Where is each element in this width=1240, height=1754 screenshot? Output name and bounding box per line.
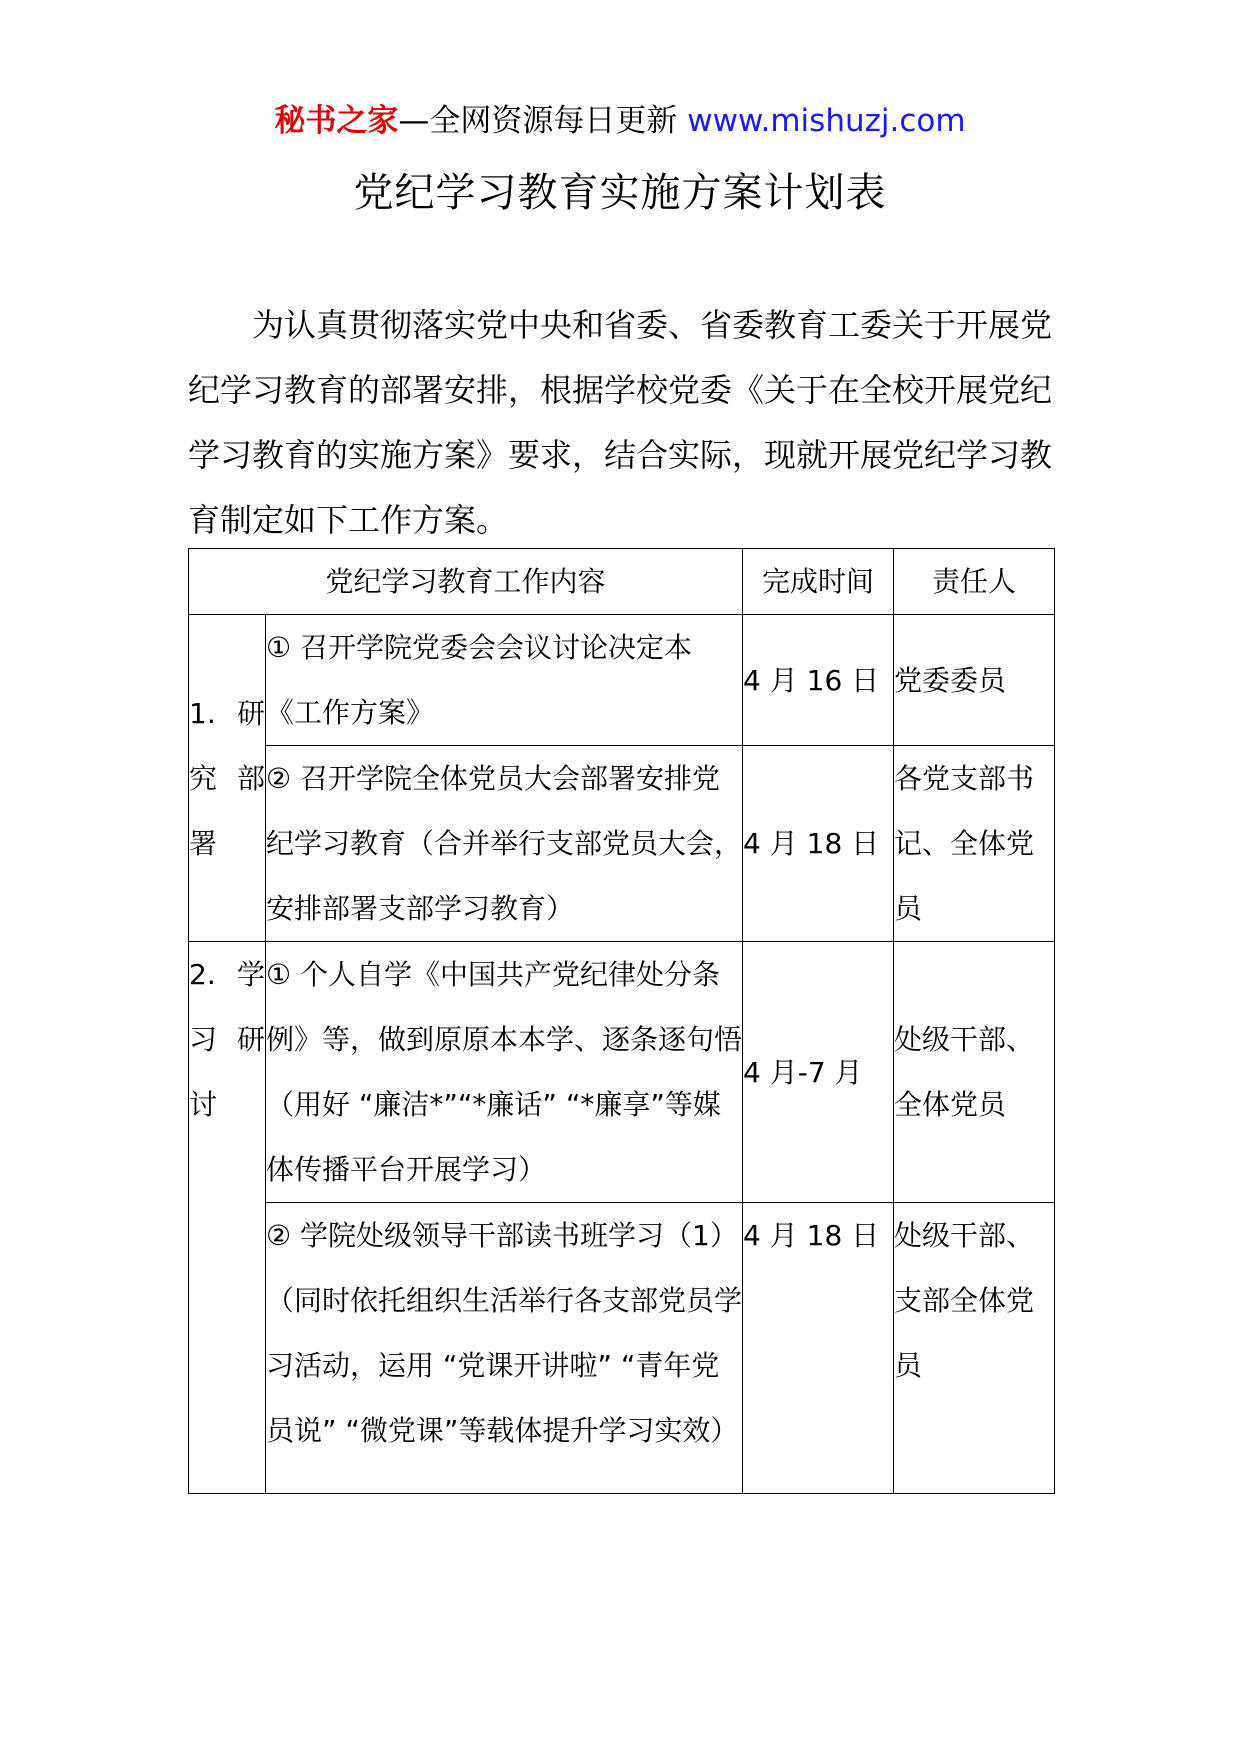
table-row xyxy=(189,615,1055,746)
table-row xyxy=(189,942,1055,1203)
task-owner: 各党支部书记、全体党员 xyxy=(894,746,1055,942)
header-owner: 责任人 xyxy=(894,549,1055,615)
table-row xyxy=(189,1203,1055,1494)
task-content: ① 个人自学《中国共产党纪律处分条例》等，做到原原本本学、逐条逐句悟（用好 “廉洁*”“*廉话” “*廉享”等媒体传播平台开展学习） xyxy=(266,942,743,1203)
task-time: 4 月 16 日 xyxy=(743,615,894,746)
task-owner: 处级干部、支部全体党员 xyxy=(894,1203,1055,1494)
task-content: ① 召开学院党委会会议讨论决定本《工作方案》 xyxy=(266,615,743,746)
intro-paragraph: 为认真贯彻落实党中央和省委、省委教育工委关于开展党纪学习教育的部署安排，根据学校党委《关于在全校开展党纪学习教育的实施方案》要求，结合实际，现就开展党纪学习教育制定如下工作方案。 xyxy=(188,306,1053,539)
plan-table xyxy=(188,548,1055,1494)
header-time: 完成时间 xyxy=(743,549,894,615)
task-owner: 党委委员 xyxy=(894,615,1055,746)
section-label: 1. 研究部署 xyxy=(189,615,266,942)
site-header xyxy=(0,98,1240,144)
brand-name: 秘书之家 xyxy=(274,103,399,139)
table-header-row xyxy=(189,549,1055,615)
task-time: 4 月-7 月 xyxy=(743,942,894,1203)
table-row xyxy=(189,746,1055,942)
task-content: ② 召开学院全体党员大会部署安排党纪学习教育（合并举行支部党员大会，安排部署支部学习教育） xyxy=(266,746,743,942)
task-time: 4 月 18 日 xyxy=(743,746,894,942)
header-tagline: —全网资源每日更新 xyxy=(398,103,678,139)
header-content: 党纪学习教育工作内容 xyxy=(189,549,743,615)
section-label: 2. 学习研讨 xyxy=(189,942,266,1494)
document-title: 党纪学习教育实施方案计划表 xyxy=(353,170,887,216)
site-url-link[interactable]: www.mishuzj.com xyxy=(687,103,966,139)
task-content: ② 学院处级领导干部读书班学习（1）（同时依托组织生活举行各支部党员学习活动，运用 “党课开讲啦” “青年党员说” “微党课”等载体提升学习实效） xyxy=(266,1203,743,1494)
task-owner: 处级干部、全体党员 xyxy=(894,942,1055,1203)
task-time: 4 月 18 日 xyxy=(743,1203,894,1494)
